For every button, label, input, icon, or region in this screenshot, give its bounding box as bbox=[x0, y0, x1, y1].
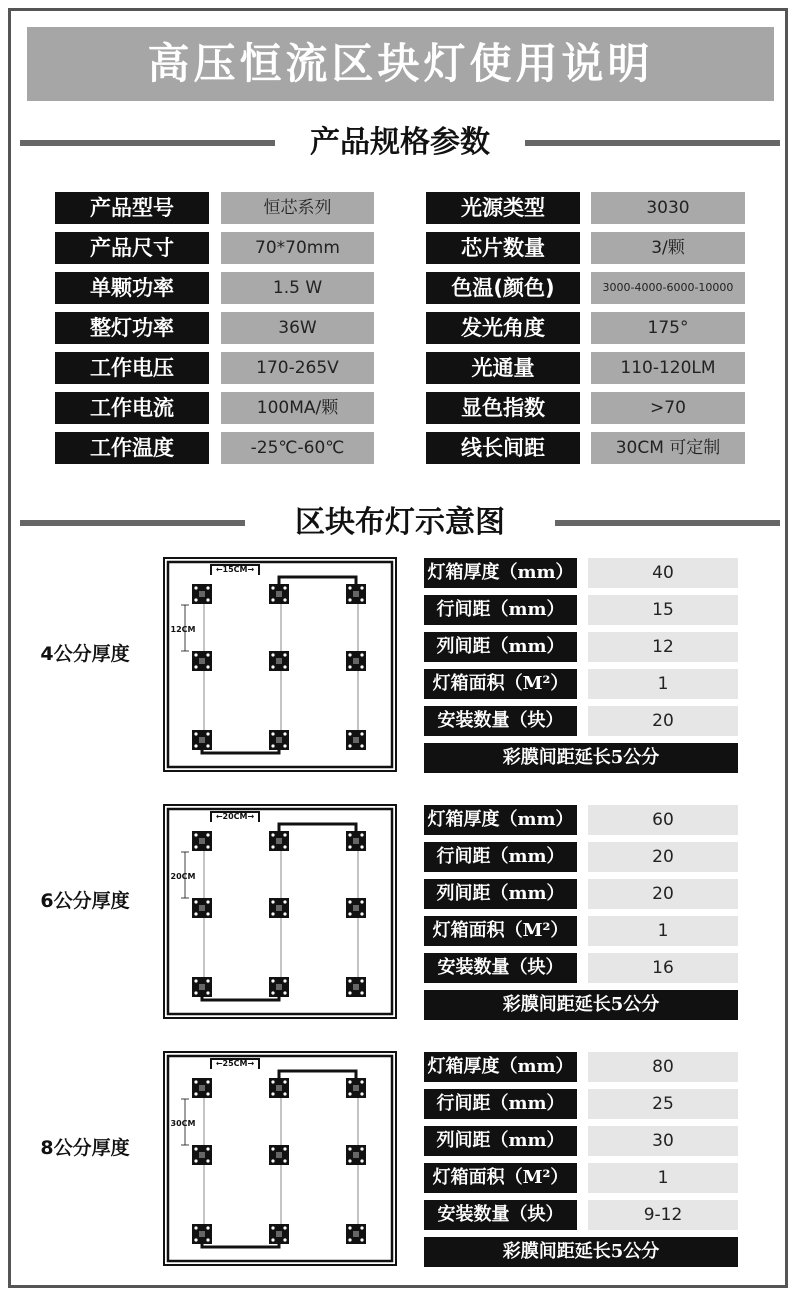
led-module bbox=[269, 831, 289, 851]
layout-param-label: 行间距（mm） bbox=[424, 595, 577, 625]
spec-value: 170-265V bbox=[221, 352, 374, 384]
layout-param-value: 25 bbox=[588, 1089, 738, 1119]
spec-label: 整灯功率 bbox=[55, 312, 209, 344]
layout-diagram bbox=[163, 557, 397, 772]
column-spacing-label: ←20CM→ bbox=[215, 812, 255, 821]
led-module bbox=[192, 1224, 212, 1244]
layout-param-value: 60 bbox=[588, 805, 738, 835]
led-module bbox=[269, 730, 289, 750]
led-module bbox=[269, 977, 289, 997]
layout-param-value: 30 bbox=[588, 1126, 738, 1156]
page-title: 高压恒流区块灯使用说明 bbox=[27, 27, 774, 101]
thickness-label: 4公分厚度 bbox=[40, 643, 130, 665]
led-module bbox=[192, 898, 212, 918]
led-module bbox=[192, 831, 212, 851]
spec-label: 光通量 bbox=[426, 352, 580, 384]
layout-param-label: 灯箱面积（M²） bbox=[424, 1163, 577, 1193]
layout-param-value: 80 bbox=[588, 1052, 738, 1082]
layout-diagram bbox=[163, 1051, 397, 1266]
led-module bbox=[346, 651, 366, 671]
spec-label: 芯片数量 bbox=[426, 232, 580, 264]
led-module bbox=[269, 898, 289, 918]
layout-param-label: 行间距（mm） bbox=[424, 842, 577, 872]
spec-value: 1.5 W bbox=[221, 272, 374, 304]
spec-label: 发光角度 bbox=[426, 312, 580, 344]
column-spacing-label: ←25CM→ bbox=[215, 1059, 255, 1068]
layout-param-value: 15 bbox=[588, 595, 738, 625]
layout-param-value: 16 bbox=[588, 953, 738, 983]
led-module bbox=[192, 651, 212, 671]
layout-param-label: 行间距（mm） bbox=[424, 1089, 577, 1119]
led-module bbox=[192, 584, 212, 604]
layout-param-value: 20 bbox=[588, 706, 738, 736]
layout-param-value: 20 bbox=[588, 879, 738, 909]
spec-value: 恒芯系列 bbox=[221, 192, 374, 224]
thickness-label: 6公分厚度 bbox=[40, 890, 130, 912]
layout-param-label: 灯箱厚度（mm） bbox=[424, 805, 577, 835]
layout-param-label: 灯箱面积（M²） bbox=[424, 916, 577, 946]
led-module bbox=[346, 1224, 366, 1244]
led-module bbox=[192, 1145, 212, 1165]
spec-value: 36W bbox=[221, 312, 374, 344]
layout-param-value: 20 bbox=[588, 842, 738, 872]
layout-param-label: 安装数量（块） bbox=[424, 953, 577, 983]
led-module bbox=[269, 1078, 289, 1098]
layout-param-value: 12 bbox=[588, 632, 738, 662]
layout-section-title: 区块布灯示意图 bbox=[295, 505, 505, 540]
row-spacing-label: 12CM bbox=[170, 625, 196, 634]
spec-value: 30CM 可定制 bbox=[591, 432, 745, 464]
layout-param-label: 灯箱面积（M²） bbox=[424, 669, 577, 699]
layout-param-label: 列间距（mm） bbox=[424, 879, 577, 909]
layout-param-label: 灯箱厚度（mm） bbox=[424, 1052, 577, 1082]
layout-note: 彩膜间距延长5公分 bbox=[424, 1237, 738, 1267]
led-module bbox=[269, 1224, 289, 1244]
led-module bbox=[192, 1078, 212, 1098]
thickness-label: 8公分厚度 bbox=[40, 1137, 130, 1159]
spec-value: 100MA/颗 bbox=[221, 392, 374, 424]
led-module bbox=[346, 977, 366, 997]
spec-value: 175° bbox=[591, 312, 745, 344]
column-spacing-label: ←15CM→ bbox=[215, 565, 255, 574]
layout-diagram bbox=[163, 804, 397, 1019]
layout-note: 彩膜间距延长5公分 bbox=[424, 743, 738, 773]
spec-label: 色温(颜色) bbox=[426, 272, 580, 304]
spec-label: 工作电压 bbox=[55, 352, 209, 384]
row-spacing-label: 30CM bbox=[170, 1119, 196, 1128]
section-divider-left bbox=[20, 520, 245, 526]
led-module bbox=[269, 651, 289, 671]
spec-label: 工作电流 bbox=[55, 392, 209, 424]
led-module bbox=[346, 898, 366, 918]
layout-param-value: 40 bbox=[588, 558, 738, 588]
led-module bbox=[346, 1145, 366, 1165]
layout-note: 彩膜间距延长5公分 bbox=[424, 990, 738, 1020]
layout-param-label: 灯箱厚度（mm） bbox=[424, 558, 577, 588]
layout-param-label: 列间距（mm） bbox=[424, 632, 577, 662]
led-module bbox=[192, 730, 212, 750]
spec-label: 光源类型 bbox=[426, 192, 580, 224]
row-spacing-label: 20CM bbox=[170, 872, 196, 881]
layout-param-value: 9-12 bbox=[588, 1200, 738, 1230]
layout-param-value: 1 bbox=[588, 669, 738, 699]
led-module bbox=[269, 584, 289, 604]
section-divider-right bbox=[555, 520, 780, 526]
led-module bbox=[346, 730, 366, 750]
led-module bbox=[346, 1078, 366, 1098]
layout-param-value: 1 bbox=[588, 1163, 738, 1193]
spec-value: >70 bbox=[591, 392, 745, 424]
spec-label: 产品型号 bbox=[55, 192, 209, 224]
layout-param-label: 列间距（mm） bbox=[424, 1126, 577, 1156]
spec-value: 3000-4000-6000-10000 bbox=[591, 272, 745, 304]
spec-label: 单颗功率 bbox=[55, 272, 209, 304]
spec-value: 3/颗 bbox=[591, 232, 745, 264]
led-module bbox=[346, 831, 366, 851]
spec-value: 3030 bbox=[591, 192, 745, 224]
spec-label: 产品尺寸 bbox=[55, 232, 209, 264]
section-divider-right bbox=[525, 140, 780, 146]
spec-value: 110-120LM bbox=[591, 352, 745, 384]
layout-param-value: 1 bbox=[588, 916, 738, 946]
section-divider-left bbox=[20, 140, 275, 146]
layout-param-label: 安装数量（块） bbox=[424, 1200, 577, 1230]
spec-label: 显色指数 bbox=[426, 392, 580, 424]
spec-label: 线长间距 bbox=[426, 432, 580, 464]
spec-value: -25℃-60℃ bbox=[221, 432, 374, 464]
led-module bbox=[192, 977, 212, 997]
spec-section-title: 产品规格参数 bbox=[310, 125, 490, 160]
led-module bbox=[346, 584, 366, 604]
spec-value: 70*70mm bbox=[221, 232, 374, 264]
layout-param-label: 安装数量（块） bbox=[424, 706, 577, 736]
led-module bbox=[269, 1145, 289, 1165]
spec-label: 工作温度 bbox=[55, 432, 209, 464]
